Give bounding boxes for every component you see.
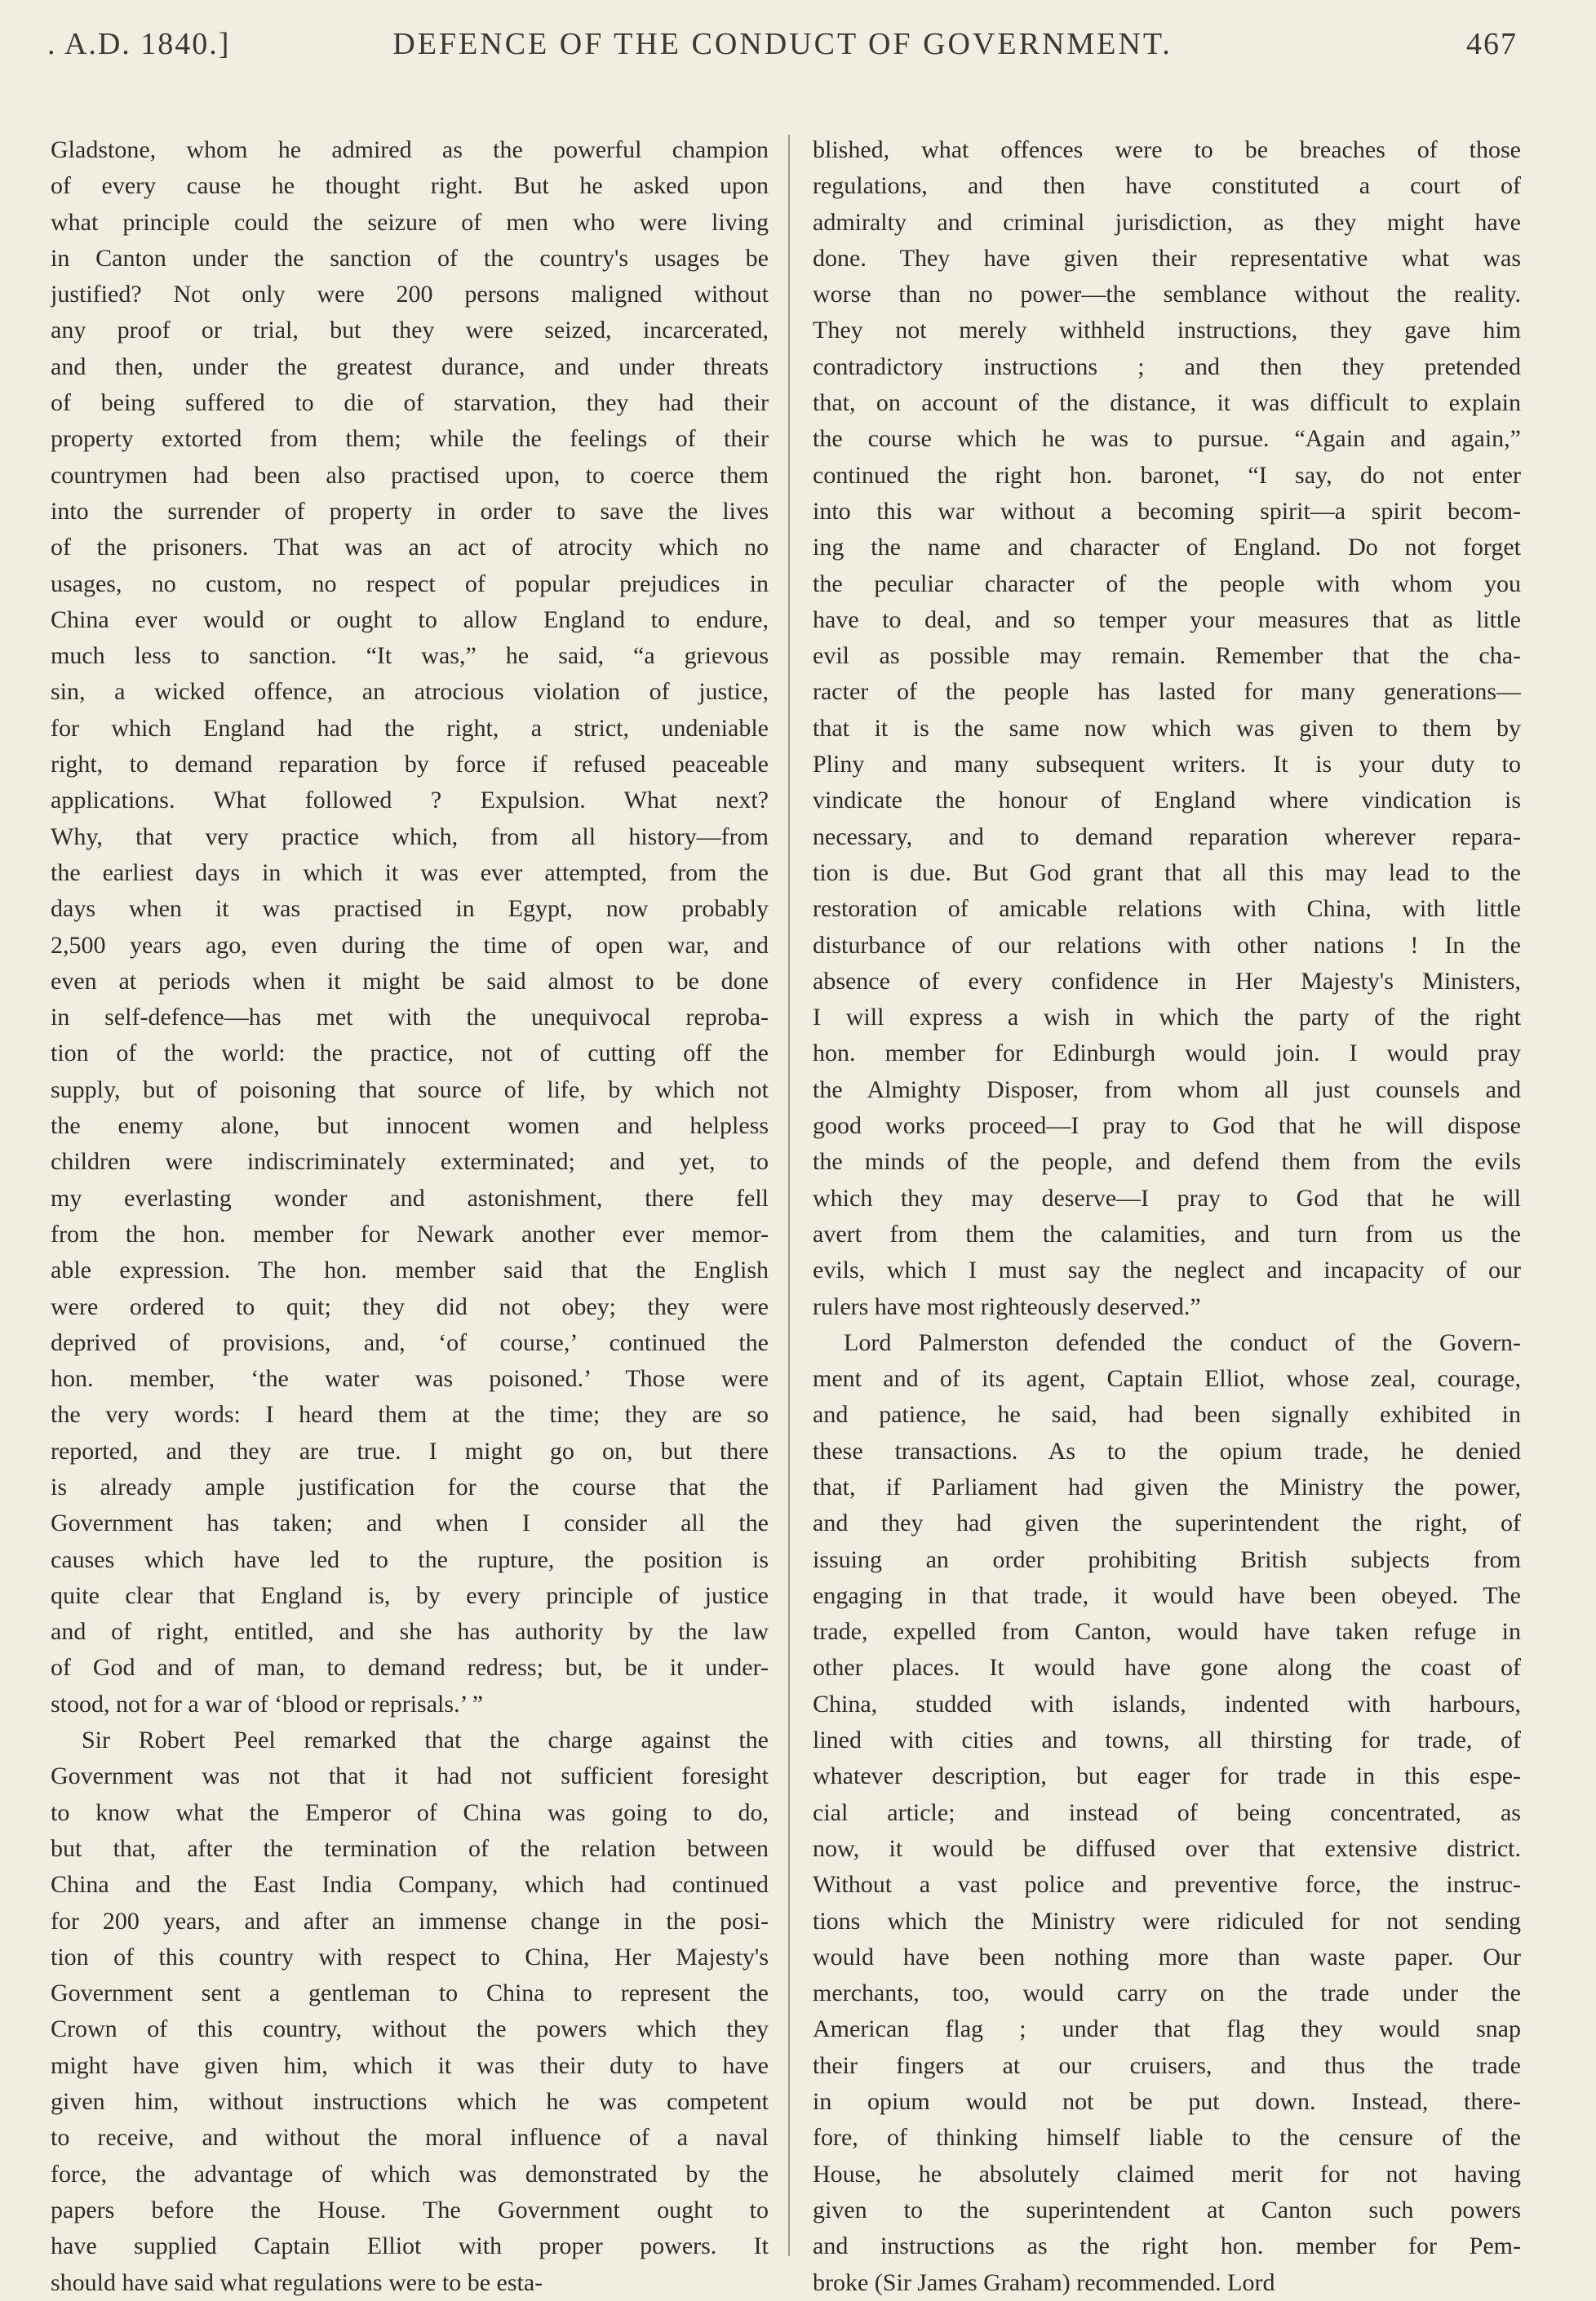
text-line: deprived of provisions, and, ‘of course,’ continued the xyxy=(51,1328,769,1356)
text-line: Sir Robert Peel remarked that the charge against the xyxy=(82,1727,769,1754)
text-line: applications. What followed ? Expulsion. What next? xyxy=(51,787,769,814)
text-line: any proof or trial, but they were seized, incarcerated, xyxy=(51,317,769,344)
text-line: lined with cities and towns, all thirsting for trade, of xyxy=(813,1727,1521,1754)
text-line: engaging in that trade, it would have been obeyed. The xyxy=(813,1581,1521,1609)
text-line: hon. member for Edinburgh would join. I would pray xyxy=(813,1040,1521,1067)
text-line: countrymen had been also practised upon, to coerce them xyxy=(51,461,769,489)
text-line: of being suffered to die of starvation, they had their xyxy=(51,389,769,417)
text-line: vindicate the honour of England where vindication is xyxy=(813,787,1521,814)
text-line: the very words: I heard them at the time; they are so xyxy=(51,1401,769,1429)
text-line: the course which he was to pursue. “Again and again,” xyxy=(813,425,1521,453)
text-line: trade, expelled from Canton, would have taken refuge in xyxy=(813,1618,1521,1646)
text-line: China ever would or ought to allow England to endure, xyxy=(51,605,769,633)
text-line: force, the advantage of which was demonstrated by the xyxy=(51,2160,769,2188)
text-line: usages, no custom, no respect of popular prejudices in xyxy=(51,570,769,597)
text-line: worse than no power—the semblance without the reality. xyxy=(813,281,1521,308)
text-line: in Canton under the sanction of the country's usages be xyxy=(51,244,769,272)
text-line: rulers have most righteously deserved.” xyxy=(813,1292,1201,1320)
text-line: Without a vast police and preventive force, the instruc- xyxy=(813,1871,1521,1899)
left-column xyxy=(51,132,769,2301)
text-line: and then, under the greatest durance, and under threats xyxy=(51,352,769,380)
text-line: Lord Palmerston defended the conduct of the Govern- xyxy=(844,1328,1521,1356)
right-column xyxy=(813,132,1521,2301)
running-header xyxy=(47,18,1518,67)
text-line: blished, what offences were to be breaches of those xyxy=(813,136,1521,163)
text-line: hon. member, ‘the water was poisoned.’ Those were xyxy=(51,1365,769,1393)
text-line: my everlasting wonder and astonishment, there fell xyxy=(51,1184,769,1212)
text-line: I will express a wish in which the party of the right xyxy=(813,1004,1521,1031)
text-line: were ordered to quit; they did not obey; they were xyxy=(51,1292,769,1320)
text-line: Gladstone, whom he admired as the powerful champion xyxy=(51,136,769,163)
text-line: supply, but of poisoning that source of life, by which not xyxy=(51,1075,769,1103)
text-line: to receive, and without the moral influence of a naval xyxy=(51,2124,769,2152)
text-line: in opium would not be put down. Instead, there- xyxy=(813,2088,1521,2116)
text-line: which they may deserve—I pray to God that he will xyxy=(813,1184,1521,1212)
text-line: to know what the Emperor of China was going to do, xyxy=(51,1798,769,1826)
text-line: ing the name and character of England. Do not forget xyxy=(813,534,1521,561)
text-line: have supplied Captain Elliot with proper powers. It xyxy=(51,2232,769,2260)
text-line: tion is due. But God grant that all this may lead to the xyxy=(813,858,1521,886)
text-line: Government was not that it had not sufficient foresight xyxy=(51,1762,769,1790)
text-line: might have given him, which it was their duty to have xyxy=(51,2051,769,2079)
text-line: the peculiar character of the people with whom you xyxy=(813,570,1521,597)
text-line: right, to demand reparation by force if refused peaceable xyxy=(51,751,769,778)
text-line: that it is the same now which was given to them by xyxy=(813,714,1521,742)
text-line: should have said what regulations were to be esta- xyxy=(51,2268,543,2296)
text-line: cial article; and instead of being concentrated, as xyxy=(813,1798,1521,1826)
text-line: property extorted from them; while the feelings of their xyxy=(51,425,769,453)
text-line: is already ample justification for the course that the xyxy=(51,1473,769,1501)
text-line: done. They have given their representative what was xyxy=(813,244,1521,272)
text-line: good works proceed—I pray to God that he will dispose xyxy=(813,1112,1521,1140)
text-line: other places. It would have gone along the coast of xyxy=(813,1654,1521,1682)
text-line: that, on account of the distance, it was difficult to explain xyxy=(813,389,1521,417)
text-line: that, if Parliament had given the Ministry the power, xyxy=(813,1473,1521,1501)
header-date: . A.D. 1840.] xyxy=(47,27,231,61)
text-line: 2,500 years ago, even during the time of open war, and xyxy=(51,931,769,959)
text-line: American flag ; under that flag they would snap xyxy=(813,2015,1521,2043)
text-line: and of right, entitled, and she has authority by the law xyxy=(51,1618,769,1646)
text-line: for which England had the right, a strict, undeniable xyxy=(51,714,769,742)
text-line: but that, after the termination of the relation between xyxy=(51,1834,769,1862)
text-line: even at periods when it might be said almost to be done xyxy=(51,967,769,995)
text-line: contradictory instructions ; and then they pretended xyxy=(813,352,1521,380)
column-divider xyxy=(788,135,790,2256)
text-line: sin, a wicked offence, an atrocious violation of justice, xyxy=(51,678,769,706)
text-line: given to the superintendent at Canton such powers xyxy=(813,2196,1521,2223)
text-line: Government has taken; and when I consider all the xyxy=(51,1510,769,1537)
text-line: days when it was practised in Egypt, now probably xyxy=(51,895,769,923)
text-line: papers before the House. The Government ought to xyxy=(51,2196,769,2223)
text-line: in self-defence—has met with the unequivocal reproba- xyxy=(51,1004,769,1031)
text-line: into the surrender of property in order to save the lives xyxy=(51,497,769,525)
text-line: their fingers at our cruisers, and thus the trade xyxy=(813,2051,1521,2079)
text-line: China and the East India Company, which had continued xyxy=(51,1871,769,1899)
text-line: They not merely withheld instructions, they gave him xyxy=(813,317,1521,344)
text-line: able expression. The hon. member said that the English xyxy=(51,1257,769,1284)
text-line: Government sent a gentleman to China to represent the xyxy=(51,1980,769,2007)
text-line: what principle could the seizure of men who were living xyxy=(51,208,769,236)
text-line: tions which the Ministry were ridiculed for not sending xyxy=(813,1907,1521,1935)
text-line: the minds of the people, and defend them from the evils xyxy=(813,1148,1521,1176)
text-line: racter of the people has lasted for many generations— xyxy=(813,678,1521,706)
text-line: tion of the world: the practice, not of cutting off the xyxy=(51,1040,769,1067)
text-line: the enemy alone, but innocent women and helpless xyxy=(51,1112,769,1140)
text-line: disturbance of our relations with other nations ! In the xyxy=(813,931,1521,959)
text-line: necessary, and to demand reparation wherever repara- xyxy=(813,822,1521,850)
text-line: issuing an order prohibiting British subjects from xyxy=(813,1545,1521,1573)
text-line: now, it would be diffused over that extensive district. xyxy=(813,1834,1521,1862)
text-line: whatever description, but eager for trade in this espe- xyxy=(813,1762,1521,1790)
text-line: from the hon. member for Newark another ever memor- xyxy=(51,1220,769,1248)
text-line: merchants, too, would carry on the trade under the xyxy=(813,1980,1521,2007)
text-line: fore, of thinking himself liable to the censure of the xyxy=(813,2124,1521,2152)
text-line: evil as possible may remain. Remember that the cha- xyxy=(813,642,1521,670)
text-line: absence of every confidence in Her Majesty's Ministers, xyxy=(813,967,1521,995)
text-line: the earliest days in which it was ever attempted, from the xyxy=(51,858,769,886)
text-line: have to deal, and so temper your measures that as little xyxy=(813,605,1521,633)
text-line: avert from them the calamities, and turn from us the xyxy=(813,1220,1521,1248)
text-line: and instructions as the right hon. member for Pem- xyxy=(813,2232,1521,2260)
text-line: stood, not for a war of ‘blood or reprisals.’ ” xyxy=(51,1690,484,1718)
text-line: for 200 years, and after an immense change in the posi- xyxy=(51,1907,769,1935)
text-line: tion of this country with respect to China, Her Majesty's xyxy=(51,1943,769,1971)
text-line: children were indiscriminately exterminated; and yet, to xyxy=(51,1148,769,1176)
text-line: reported, and they are true. I might go on, but there xyxy=(51,1437,769,1465)
text-line: into this war without a becoming spirit—a spirit becom- xyxy=(813,497,1521,525)
text-line: China, studded with islands, indented with harbours, xyxy=(813,1690,1521,1718)
page-title: DEFENCE OF THE CONDUCT OF GOVERNMENT. xyxy=(392,27,1173,61)
text-line: ment and of its agent, Captain Elliot, whose zeal, courage, xyxy=(813,1365,1521,1393)
text-line: Crown of this country, without the powers which they xyxy=(51,2015,769,2043)
text-line: regulations, and then have constituted a court of xyxy=(813,172,1521,200)
text-line: restoration of amicable relations with China, with little xyxy=(813,895,1521,923)
text-line: Pliny and many subsequent writers. It is your duty to xyxy=(813,751,1521,778)
text-line: evils, which I must say the neglect and incapacity of our xyxy=(813,1257,1521,1284)
text-line: much less to sanction. “It was,” he said, “a grievous xyxy=(51,642,769,670)
text-line: justified? Not only were 200 persons maligned without xyxy=(51,281,769,308)
text-line: Why, that very practice which, from all history—from xyxy=(51,822,769,850)
text-line: would have been nothing more than waste paper. Our xyxy=(813,1943,1521,1971)
text-line: causes which have led to the rupture, the position is xyxy=(51,1545,769,1573)
text-line: and they had given the superintendent the right, of xyxy=(813,1510,1521,1537)
page-number: 467 xyxy=(1466,27,1518,61)
text-line: House, he absolutely claimed merit for not having xyxy=(813,2160,1521,2188)
text-line: and patience, he said, had been signally exhibited in xyxy=(813,1401,1521,1429)
text-line: quite clear that England is, by every principle of justice xyxy=(51,1581,769,1609)
text-line: admiralty and criminal jurisdiction, as they might have xyxy=(813,208,1521,236)
text-line: the Almighty Disposer, from whom all just counsels and xyxy=(813,1075,1521,1103)
text-line: given him, without instructions which he was competent xyxy=(51,2088,769,2116)
text-line: these transactions. As to the opium trade, he denied xyxy=(813,1437,1521,1465)
text-line: continued the right hon. baronet, “I say, do not enter xyxy=(813,461,1521,489)
text-line: of God and of man, to demand redress; but, be it under- xyxy=(51,1654,769,1682)
text-line: of every cause he thought right. But he asked upon xyxy=(51,172,769,200)
text-line: broke (Sir James Graham) recommended. Lord xyxy=(813,2268,1275,2296)
text-line: of the prisoners. That was an act of atrocity which no xyxy=(51,534,769,561)
